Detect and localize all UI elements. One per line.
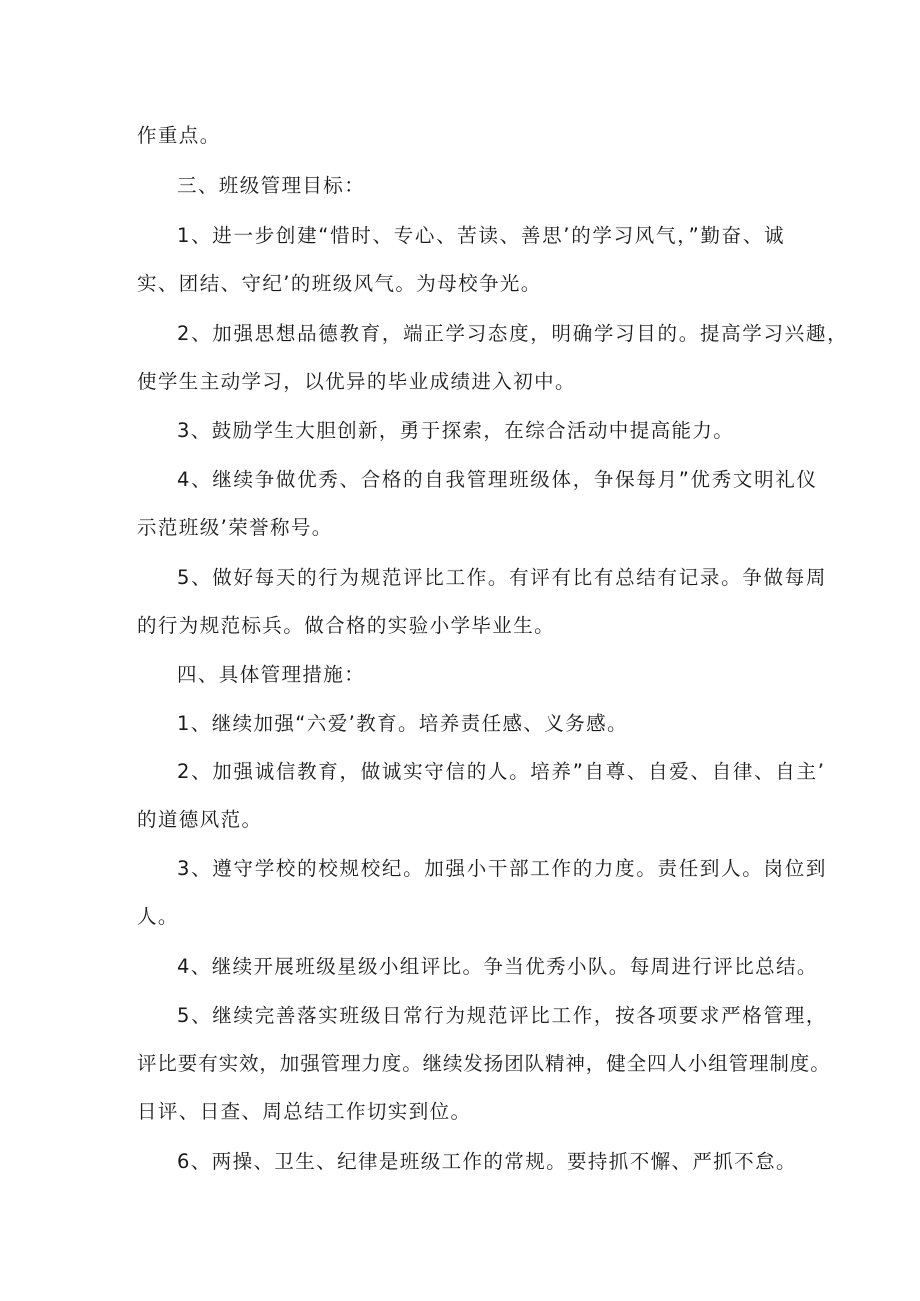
- paragraph-line: 4、继续争做优秀、合格的自我管理班级体，争保每月”优秀文明礼仪: [177, 468, 818, 491]
- paragraph-line: 3、鼓励学生大胆创新，勇于探索，在综合活动中提高能力。: [177, 419, 735, 442]
- paragraph-line: 6、两操、卫生、纪律是班级工作的常规。要持抓不懈、严抓不怠。: [177, 1150, 797, 1173]
- paragraph-line: 1、继续加强“六爱’教育。培养责任感、义务感。: [177, 712, 628, 735]
- paragraph-line: 2、加强诚信教育，做诚实守信的人。培养”自尊、自爱、自律、自主’: [177, 760, 826, 783]
- paragraph-line: 的行为规范标兵。做合格的实验小学毕业生。: [137, 614, 556, 637]
- paragraph-line: 使学生主动学习，以优异的毕业成绩进入初中。: [137, 370, 576, 393]
- section-heading: 三、班级管理目标：: [177, 174, 366, 197]
- paragraph-line: 的道德风范。: [137, 808, 263, 831]
- section-heading: 四、具体管理措施：: [177, 663, 366, 686]
- paragraph-line: 示范班级’荣誉称号。: [137, 516, 333, 539]
- paragraph-line: 人。: [137, 905, 179, 928]
- paragraph-line: 5、做好每天的行为规范评比工作。有评有比有总结有记录。争做每周: [177, 566, 828, 589]
- paragraph-line: 3、遵守学校的校规校纪。加强小干部工作的力度。责任到人。岗位到: [177, 857, 828, 880]
- paragraph-line: 评比要有实效，加强管理力度。继续发扬团队精神，健全四人小组管理制度。: [137, 1052, 831, 1075]
- paragraph-line: 作重点。: [137, 124, 221, 147]
- paragraph-line: 2、加强思想品德教育，端正学习态度，明确学习目的。提高学习兴趣，: [177, 322, 849, 345]
- paragraph-line: 日评、日查、周总结工作切实到位。: [137, 1100, 472, 1123]
- paragraph-line: 4、继续开展班级星级小组评比。争当优秀小队。每周进行评比总结。: [177, 955, 818, 978]
- paragraph-line: 实、团结、守纪’的班级风气。为母校争光。: [137, 272, 542, 295]
- paragraph-line: 1、进一步创建“惜时、专心、苦读、善思’的学习风气，”勤奋、诚: [177, 224, 786, 247]
- paragraph-line: 5、继续完善落实班级日常行为规范评比工作，按各项要求严格管理，: [177, 1004, 828, 1027]
